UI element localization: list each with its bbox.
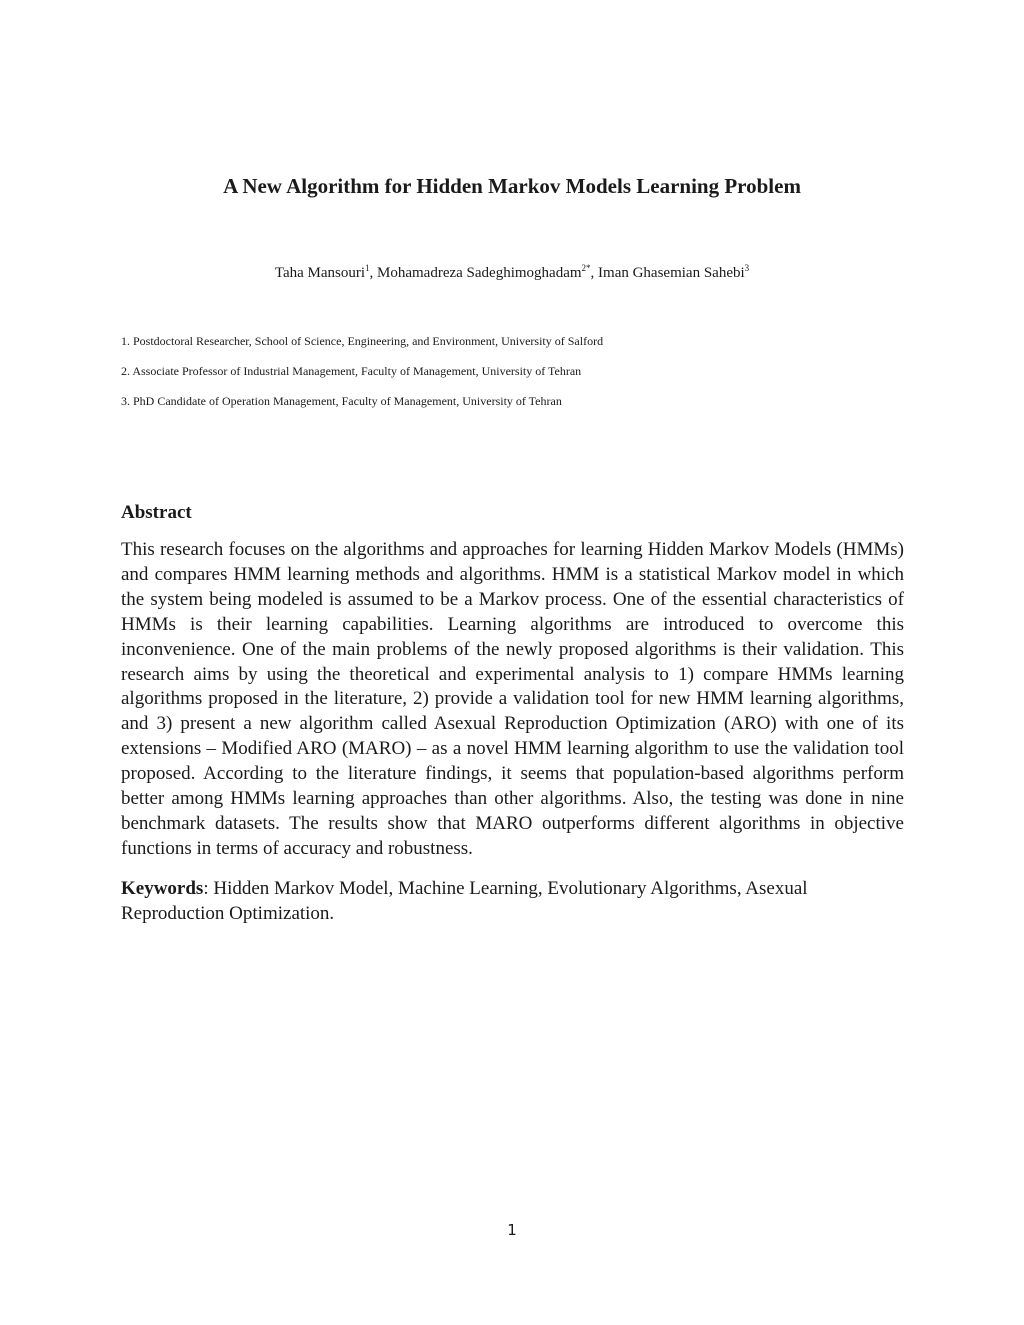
abstract-body: This research focuses on the algorithms and approaches for learning Hidden Markov Models (HMMs) and compares HMM learning methods and algorithms. HMM is a statistical Markov model in which the system being modeled is assumed to be a Markov process. One of the essential characteristics of HMMs is their learning capabilities. Learning algorithms are introduced to overcome this inconvenience. One of the main problems of the newly proposed algorithms is their validation. This research aims by using the theoretical and experimental analysis to 1) compare HMMs learning algorithms proposed in the literature, 2) provide a validation tool for new HMM learning algorithms, and 3) present a new algorithm called Asexual Reproduction Optimization (ARO) with one of its extensions – Modified ARO (MARO) – as a novel HMM learning algorithm to use the validation tool proposed. According to the literature findings, it seems that population-based algorithms perform better among HMMs learning approaches than other algorithms. Also, the testing was done in nine benchmark datasets. The results show that MARO outperforms different algorithms in objective functions in terms of accuracy and robustness.	[121, 539, 904, 859]
author-name: Taha Mansouri	[274, 265, 366, 281]
author-separator: ,	[369, 265, 378, 281]
abstract-heading: Abstract	[121, 502, 192, 523]
keywords-paragraph	[121, 876, 904, 926]
paper-title: A New Algorithm for Hidden Markov Models Learning Problem	[223, 174, 801, 198]
author-line	[0, 265, 1024, 282]
author-affiliation-marker: 2*	[581, 263, 591, 273]
author-name: Iman Ghasemian Sahebi	[598, 265, 745, 281]
author-name: Mohamadreza Sadeghimoghadam	[377, 265, 582, 281]
affiliation-2: 2. Associate Professor of Industrial Management, Faculty of Management, University of Tehran	[121, 364, 582, 378]
affiliation-1: 1. Postdoctoral Researcher, School of Science, Engineering, and Environment, University of Salford	[121, 334, 604, 348]
author-affiliation-marker: 3	[744, 263, 750, 273]
author-affiliation-marker: 1	[365, 263, 370, 273]
page-number: 1	[507, 1221, 517, 1239]
author-separator: ,	[590, 265, 599, 281]
affiliation-3: 3. PhD Candidate of Operation Management, Faculty of Management, University of Tehran	[121, 394, 562, 408]
keywords-text: Hidden Markov Model, Machine Learning, Evolutionary Algorithms, Asexual Reproduction Optimization.	[121, 878, 808, 924]
keywords-label: Keywords	[121, 878, 204, 899]
keywords-colon: :	[203, 878, 209, 899]
